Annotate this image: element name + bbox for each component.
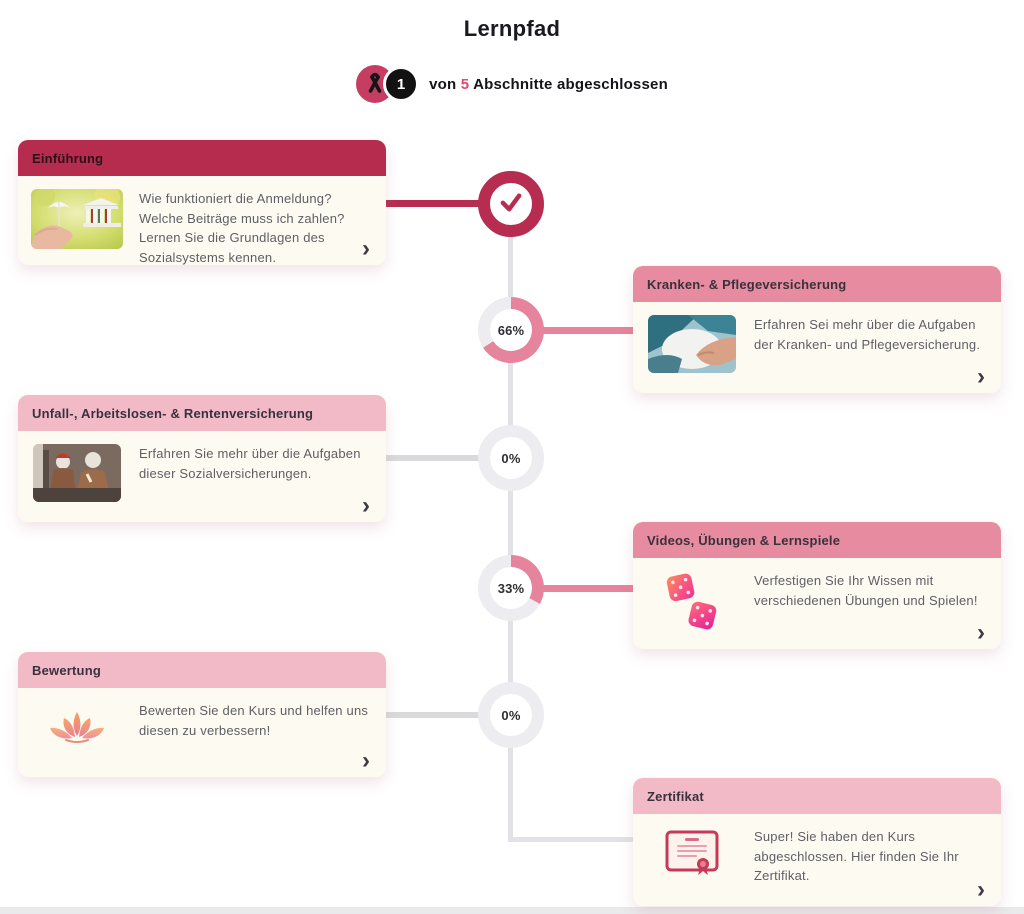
chevron-right-icon[interactable]: › <box>977 876 985 903</box>
card-zertifikat[interactable] <box>633 778 1001 906</box>
dice-icon <box>646 571 738 633</box>
card-body <box>633 558 1001 633</box>
card-videos-uebungen[interactable] <box>633 522 1001 649</box>
connector-unfall <box>383 455 480 461</box>
connector-kranken <box>542 327 633 334</box>
donut-hole <box>490 567 532 609</box>
chevron-right-icon[interactable]: › <box>977 363 985 390</box>
card-body <box>18 176 386 267</box>
chevron-right-icon[interactable]: › <box>362 235 370 262</box>
node-completed-check <box>478 171 544 237</box>
card-title: Unfall-, Arbeitslosen- & Rentenversicherung <box>32 405 314 421</box>
card-header <box>633 778 1001 814</box>
card-description: Wie funktioniert die Anmeldung? Welche Beiträge muss ich zahlen? Lernen Sie die Grundlagen des Sozialsystems kennen. <box>139 191 345 265</box>
card-title: Kranken- & Pflegeversicherung <box>647 276 847 292</box>
card-body <box>633 814 1001 886</box>
progress-percent-label: 0% <box>501 450 521 466</box>
completed-count: 1 <box>396 75 406 93</box>
progress-prefix: von <box>429 75 457 93</box>
card-bewertung[interactable] <box>18 652 386 777</box>
caring-hands-photo <box>646 315 738 373</box>
chevron-right-icon[interactable]: › <box>977 619 985 646</box>
card-description: Erfahren Sei mehr über die Aufgaben der Kranken- und Pflegeversicherung. <box>754 317 981 352</box>
chevron-right-icon[interactable]: › <box>362 492 370 519</box>
progress-summary <box>0 62 1024 106</box>
card-header <box>18 395 386 431</box>
page-bottom-edge <box>0 907 1024 914</box>
progress-percent-label: 0% <box>501 707 521 723</box>
card-einfuehrung[interactable] <box>18 140 386 265</box>
card-body <box>633 302 1001 373</box>
node-progress-33 <box>478 555 544 621</box>
lotus-icon <box>31 710 123 746</box>
donut-hole <box>490 309 532 351</box>
card-body <box>18 431 386 502</box>
node-progress-66 <box>478 297 544 363</box>
card-header <box>633 522 1001 558</box>
connector-einfuehrung <box>383 200 480 207</box>
card-kranken-pflege[interactable] <box>633 266 1001 393</box>
seniors-couch-photo <box>31 444 123 502</box>
page-title: Lernpfad <box>463 16 561 41</box>
progress-text <box>429 76 668 93</box>
node-progress-0b <box>478 682 544 748</box>
progress-percent-label: 33% <box>497 580 525 596</box>
donut-hole <box>490 437 532 479</box>
card-description: Bewerten Sie den Kurs und helfen uns diesen zu verbessern! <box>139 703 369 738</box>
card-header <box>18 140 386 176</box>
card-description: Erfahren Sie mehr über die Aufgaben dieser Sozialversicherungen. <box>139 446 361 481</box>
completed-count-badge <box>383 66 419 102</box>
node-progress-0a <box>478 425 544 491</box>
progress-total: 5 <box>460 75 470 93</box>
card-description: Verfestigen Sie Ihr Wissen mit verschiedenen Übungen und Spielen! <box>754 573 978 608</box>
connector-videos <box>542 585 633 592</box>
card-title: Einführung <box>32 150 104 166</box>
progress-suffix: Abschnitte abgeschlossen <box>473 75 668 93</box>
card-header <box>18 652 386 688</box>
check-icon <box>493 184 529 225</box>
progress-percent-label: 66% <box>497 322 525 338</box>
card-title: Zertifikat <box>647 788 704 804</box>
connector-bewertung <box>383 712 480 718</box>
card-body <box>18 688 386 746</box>
donut-hole <box>490 694 532 736</box>
card-title: Bewertung <box>32 662 101 678</box>
card-unfall-arbeitslosen-renten[interactable] <box>18 395 386 522</box>
chevron-right-icon[interactable]: › <box>362 747 370 774</box>
card-header <box>633 266 1001 302</box>
card-title: Videos, Übungen & Lernspiele <box>647 532 841 548</box>
timeline-elbow-line <box>508 837 633 842</box>
hand-umbrella-building-photo <box>31 189 123 249</box>
certificate-icon <box>646 830 738 876</box>
card-description: Super! Sie haben den Kurs abgeschlossen. Hier finden Sie Ihr Zertifikat. <box>754 829 959 883</box>
